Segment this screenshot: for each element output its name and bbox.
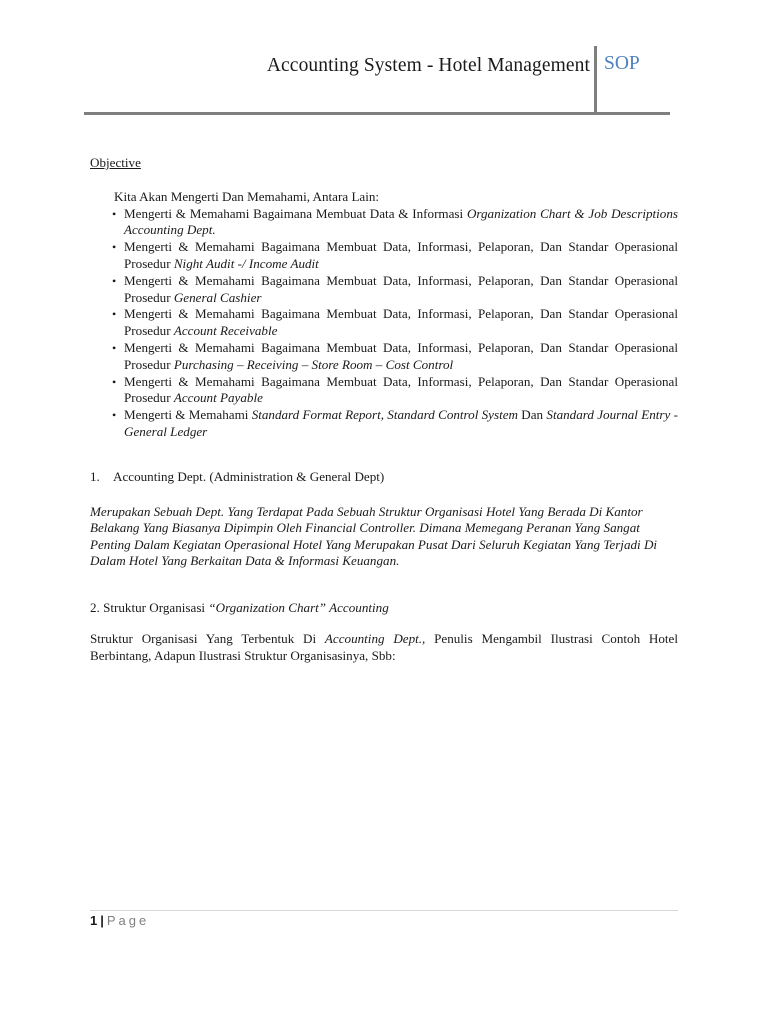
header-title: Accounting System - Hotel Management	[266, 55, 590, 76]
section-2-heading	[90, 600, 678, 617]
list-item: • Mengerti & Memahami Bagaimana Membuat Data, Informasi, Pelaporan, Dan Standar Operasional Prosedur General Cashier	[112, 272, 678, 305]
bullet-icon: •	[112, 240, 117, 255]
section-1-heading	[90, 469, 678, 486]
objective-list	[90, 206, 678, 441]
list-item: • Mengerti & Memahami Bagaimana Membuat Data, Informasi, Pelaporan, Dan Standar Operasional Prosedur Account Payable	[112, 373, 678, 406]
objective-intro: Kita Akan Mengerti Dan Memahami, Antara Lain:	[114, 188, 380, 204]
footer-separator: |	[100, 913, 104, 928]
header-tag: SOP	[604, 53, 640, 74]
section-1-number: 1.	[90, 468, 100, 484]
list-item: • Mengerti & Memahami Bagaimana Membuat Data, Informasi, Pelaporan, Dan Standar Operasional Prosedur Account Receivable	[112, 306, 678, 339]
objective-heading: Objective	[90, 155, 141, 170]
header-divider-vertical	[594, 46, 597, 112]
header-rule	[84, 112, 670, 115]
page-number: 1	[90, 913, 98, 928]
bullet-icon: •	[112, 340, 117, 355]
section-2-paragraph: Struktur Organisasi Yang Terbentuk Di Accounting Dept., Penulis Mengambil Ilustrasi Contoh Hotel Berbintang, Adapun Ilustrasi Struktur Organisasinya, Sbb:	[90, 630, 678, 663]
section-2-title: 2. Struktur Organisasi	[90, 599, 209, 615]
list-item: • Mengerti & Memahami Standard Format Report, Standard Control System Dan Standard Journal Entry - General Ledger	[112, 407, 678, 439]
section-2-title-italic: “Organization Chart” Accounting	[208, 599, 389, 615]
bullet-icon: •	[112, 374, 117, 389]
page-header	[84, 46, 670, 114]
section-1-paragraph: Merupakan Sebuah Dept. Yang Terdapat Pada Sebuah Struktur Organisasi Hotel Yang Berada Di Kantor Belakang Yang Biasanya Dipimpin Oleh Financial Controller. Dimana Memegang Peranan Yang Sangat Penting Dalam Kegiatan Operasional Hotel Yang Merupakan Pusat Dari Seluruh Kegiatan Yang Terjadi Di Dalam Hotel Yang Berkaitan Data & Informasi Keuangan.	[90, 503, 658, 569]
bullet-icon: •	[112, 273, 117, 288]
list-item: • Mengerti & Memahami Bagaimana Membuat Data, Informasi, Pelaporan, Dan Standar Operasional Prosedur Purchasing – Receiving – Store Room – Cost Control	[112, 339, 678, 372]
bullet-icon: •	[112, 408, 117, 423]
page-label: Page	[106, 913, 150, 928]
list-item: • Mengerti & Memahami Bagaimana Membuat Data & Informasi Organization Chart & Job Descriptions Accounting Dept.	[112, 205, 678, 238]
document-body	[90, 155, 678, 664]
page-footer	[90, 913, 149, 928]
footer-rule	[90, 910, 678, 911]
section-1-title: Accounting Dept. (Administration & General Dept)	[113, 468, 385, 484]
bullet-icon: •	[112, 307, 117, 322]
list-item: • Mengerti & Memahami Bagaimana Membuat Data, Informasi, Pelaporan, Dan Standar Operasional Prosedur Night Audit -/ Income Audit	[112, 239, 678, 271]
bullet-icon: •	[112, 206, 117, 221]
